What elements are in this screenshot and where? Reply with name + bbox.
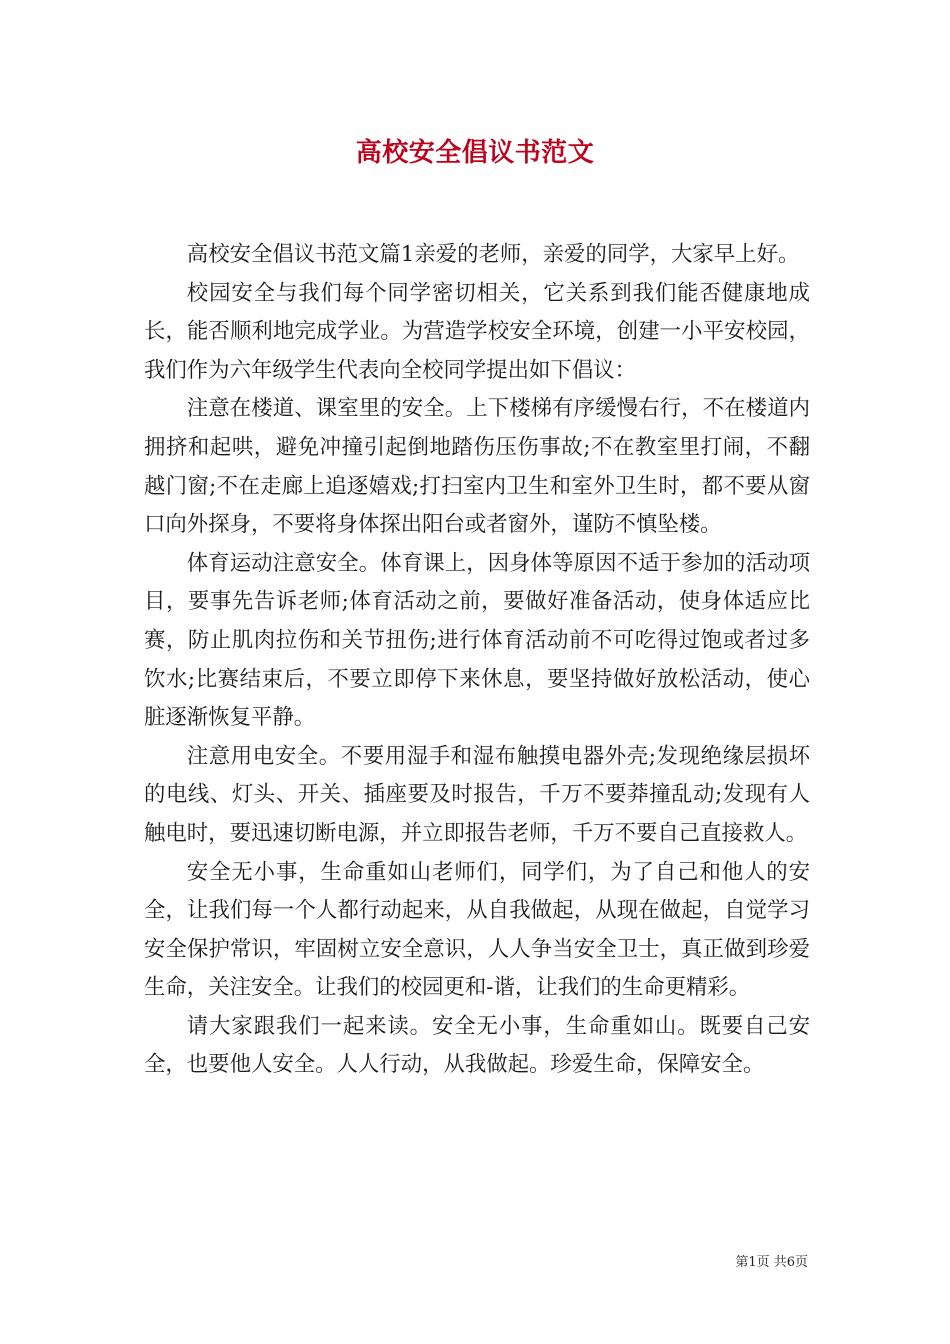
document-body <box>144 236 810 1085</box>
paragraph-electric-safety: 注意用电安全。不要用湿手和湿布触摸电器外壳;发现绝缘层损坏的电线、灯头、开关、插座要及时报告，千万不要莽撞乱动;发现有人触电时，要迅速切断电源，并立即报告老师，千万不要自己直接救人。 <box>144 743 810 846</box>
paragraph-campus-safety: 校园安全与我们每个同学密切相关，它关系到我们能否健康地成长，能否顺利地完成学业。为营造学校安全环境，创建一小平安校园，我们作为六年级学生代表向全校同学提出如下倡议： <box>144 280 810 383</box>
page-number: 第1页 共6页 <box>735 1255 808 1270</box>
document-title: 高校安全倡议书范文 <box>355 138 595 168</box>
paragraph-reading: 请大家跟我们一起来读。安全无小事，生命重如山。既要自己安全，也要他人安全。人人行动，从我做起。珍爱生命，保障安全。 <box>144 1013 810 1078</box>
paragraph-sports-safety: 体育运动注意安全。体育课上，因身体等原因不适于参加的活动项目，要事先告诉老师;体育活动之前，要做好准备活动，使身体适应比赛，防止肌肉拉伤和关节扭伤;进行体育活动前不可吃得过饱或者过多饮水;比赛结束后，不要立即停下来休息，要坚持做好放松活动，使心脏逐渐恢复平静。 <box>144 550 810 731</box>
paragraph-corridor-safety: 注意在楼道、课室里的安全。上下楼梯有序缓慢右行，不在楼道内拥挤和起哄，避免冲撞引起倒地踏伤压伤事故;不在教室里打闹，不翻越门窗;不在走廊上追逐嬉戏;打扫室内卫生和室外卫生时，都不要从窗口向外探身，不要将身体探出阳台或者窗外，谨防不慎坠楼。 <box>144 396 810 538</box>
paragraph-call-to-action: 安全无小事，生命重如山老师们，同学们，为了自己和他人的安全，让我们每一个人都行动起来，从自我做起，从现在做起，自觉学习安全保护常识，牢固树立安全意识，人人争当安全卫士，真正做到珍爱生命，关注安全。让我们的校园更和-谐，让我们的生命更精彩。 <box>144 859 810 1001</box>
paragraph-intro: 高校安全倡议书范文篇1亲爱的老师，亲爱的同学，大家早上好。 <box>186 242 800 267</box>
